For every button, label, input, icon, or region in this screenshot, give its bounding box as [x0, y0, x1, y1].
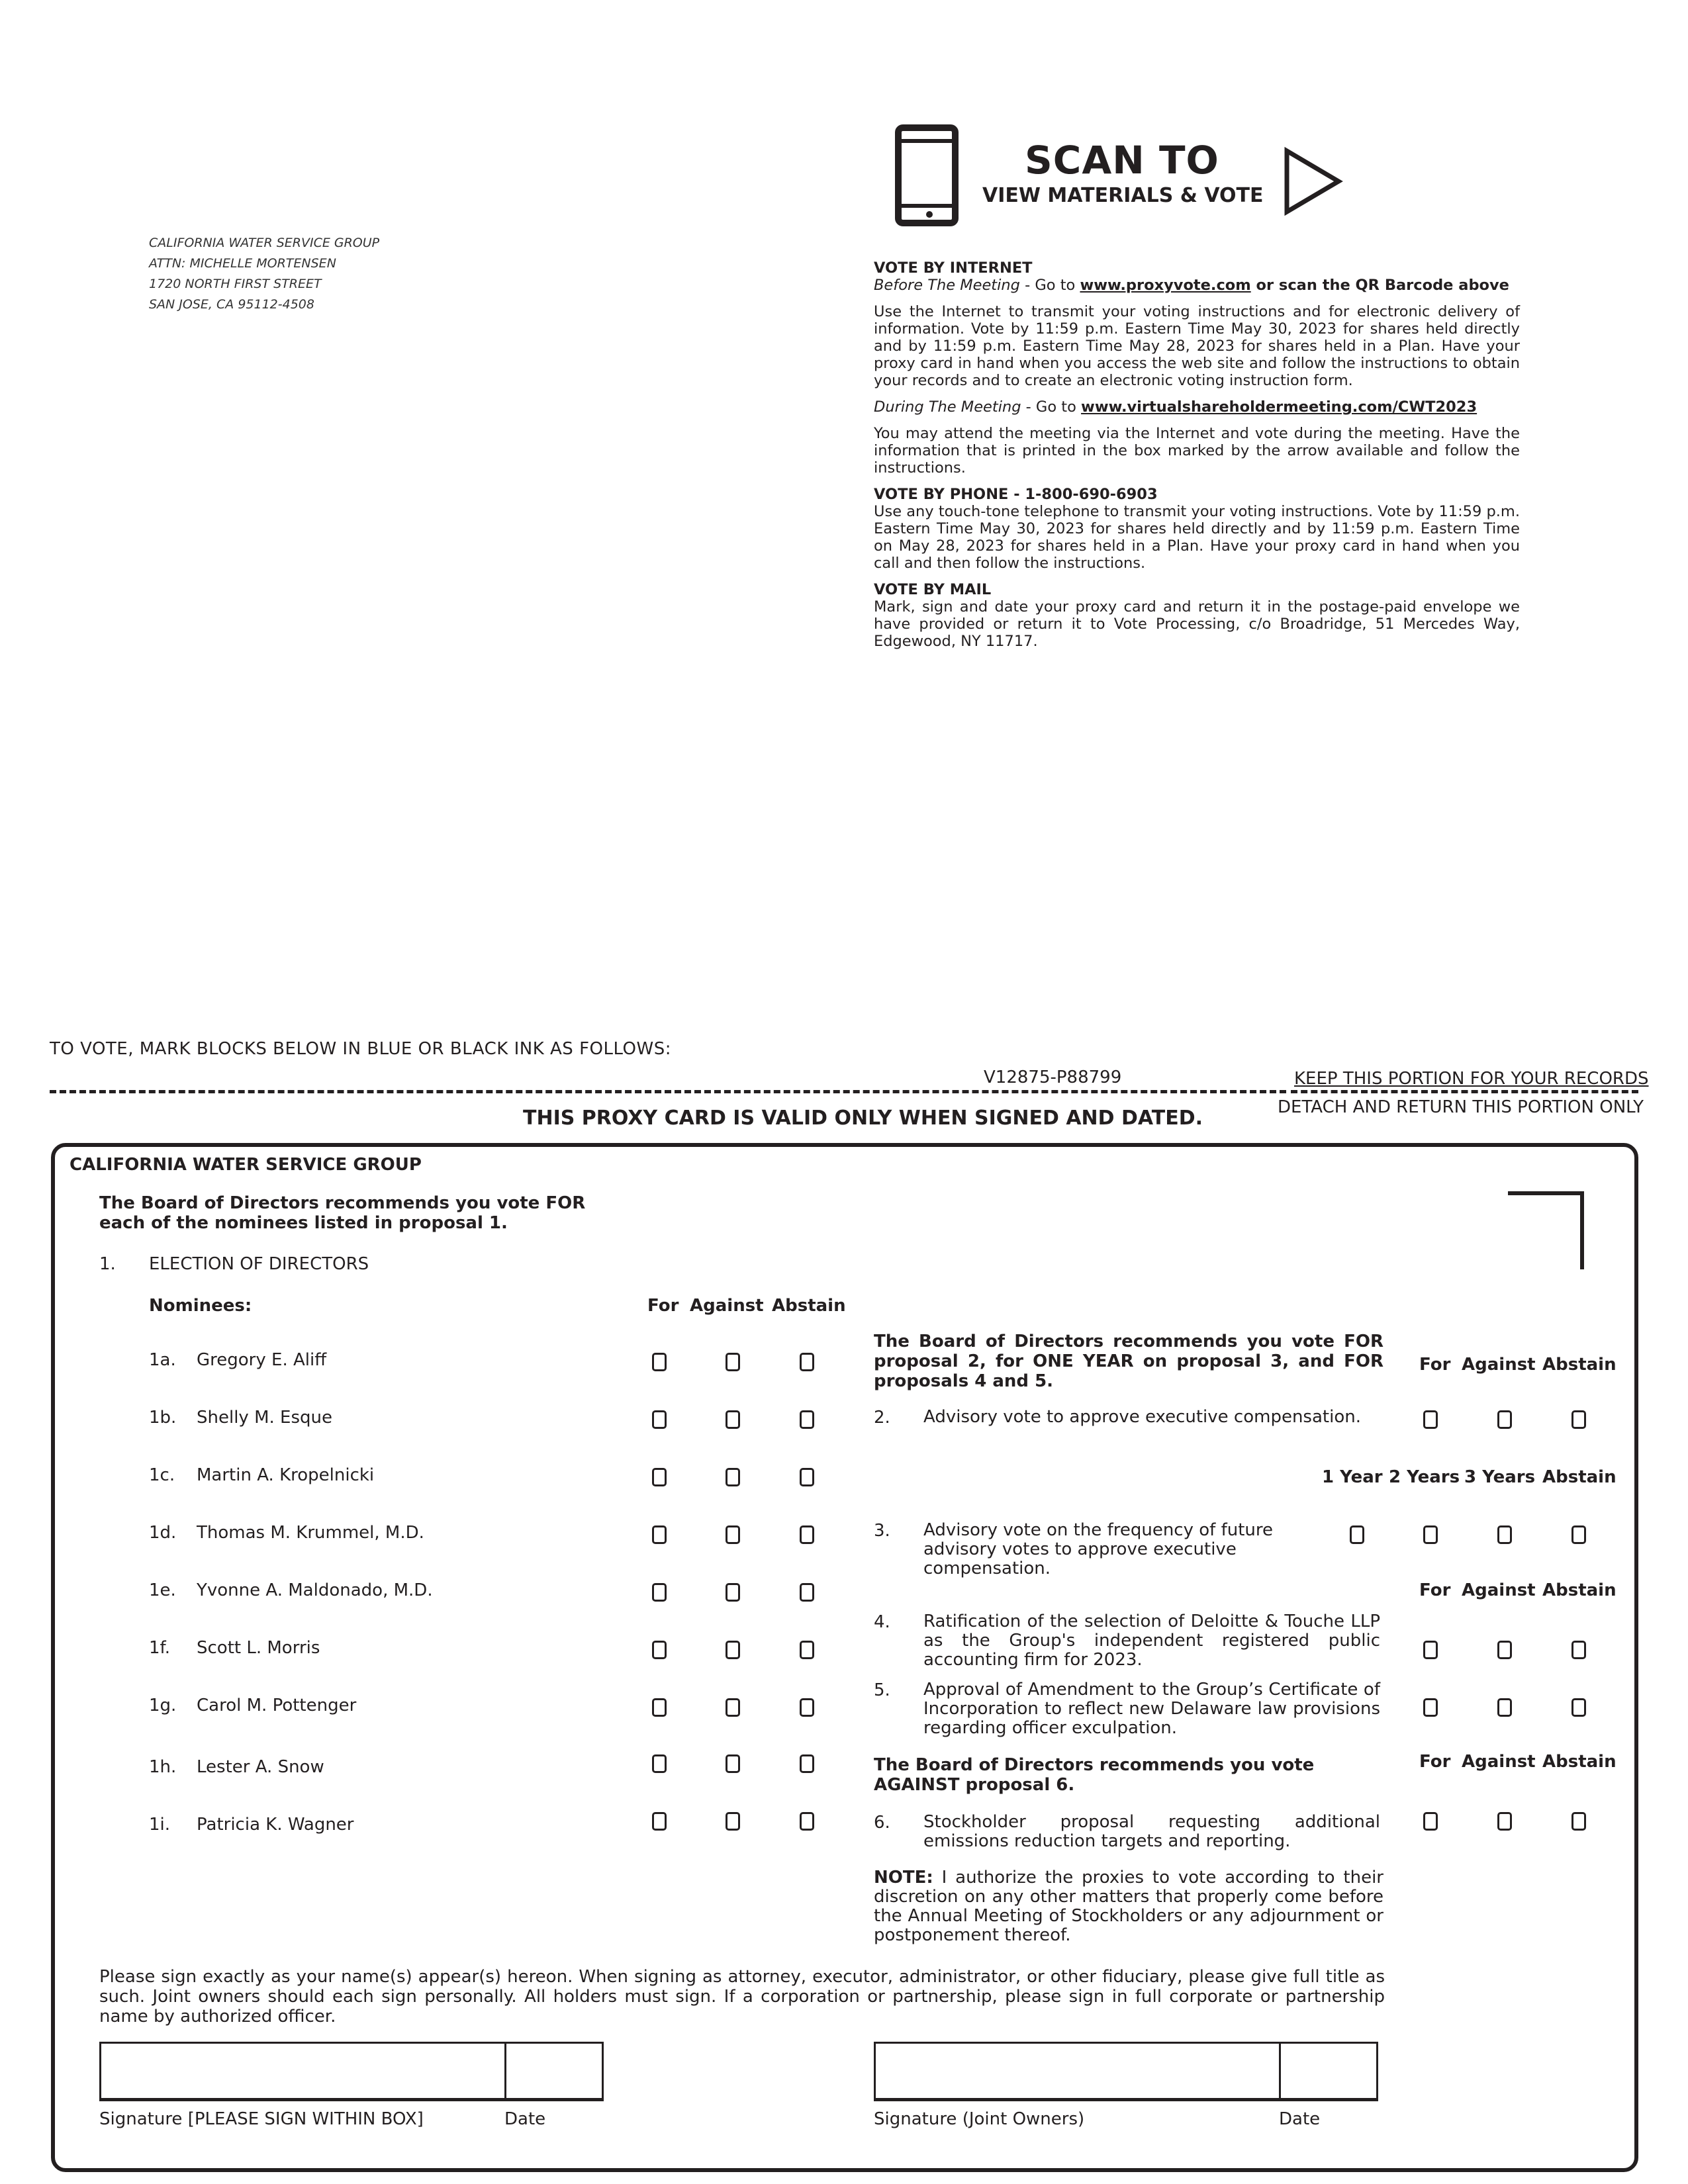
address-line: SAN JOSE, CA 95112-4508 — [149, 297, 314, 312]
nominee-id: 1g. — [149, 1696, 177, 1715]
signature-box[interactable] — [99, 2042, 604, 2101]
proposal-text: Advisory vote to approve executive compensation. — [923, 1407, 1361, 1427]
proposal-text: Stockholder proposal requesting additional emissions reduction targets and reporting. — [923, 1812, 1380, 1851]
nominee-1f-abstain-checkbox[interactable] — [800, 1641, 814, 1659]
col-against: Against — [1462, 1355, 1536, 1375]
nominee-1a-abstain-checkbox[interactable] — [800, 1353, 814, 1371]
note-text: I authorize the proxies to vote according to their discretion on any other matters that properly come before the Annual Meeting of Stockholders or any adjournment or postponement thereof. — [874, 1868, 1383, 1945]
col-2-years: 2 Years — [1389, 1467, 1460, 1487]
keep-portion-label: KEEP THIS PORTION FOR YOUR RECORDS — [1294, 1069, 1649, 1089]
proposal-2-abstain-checkbox[interactable] — [1571, 1410, 1586, 1429]
recommendation-6: The Board of Directors recommends you vote AGAINST proposal 6. — [874, 1755, 1315, 1795]
internet-instructions: Use the Internet to transmit your voting instructions and for electronic delivery of information. Vote by 11:59 p.m. Eastern Time May 30, 2023 for shares held directly and by 11:59 p.m. Eastern Time May 28, 2023 for shares held in a Plan. Have your proxy card in hand when you access the web site and follow the instructions to obtain your records and to create an electronic voting instruction form. — [874, 303, 1520, 389]
nominee-id: 1i. — [149, 1815, 171, 1835]
recommendation-2-5: The Board of Directors recommends you vote FOR proposal 2, for ONE YEAR on proposal 3, and FOR proposals 4 and 5. — [874, 1332, 1383, 1391]
address-line: CALIFORNIA WATER SERVICE GROUP — [149, 236, 380, 250]
nominee-1e-against-checkbox[interactable] — [726, 1583, 740, 1602]
col-for: For — [1419, 1752, 1451, 1772]
col-for: For — [647, 1296, 679, 1316]
detach-portion-label: DETACH AND RETURN THIS PORTION ONLY — [1278, 1097, 1644, 1117]
proposal-2-for-checkbox[interactable] — [1423, 1410, 1438, 1429]
nominee-1h-for-checkbox[interactable] — [652, 1754, 667, 1773]
detach-line-right — [1291, 1090, 1638, 1093]
proposal-2-against-checkbox[interactable] — [1497, 1410, 1512, 1429]
scan-title: SCAN TO — [1025, 138, 1219, 183]
proposal-3-1-year-checkbox[interactable] — [1350, 1525, 1364, 1544]
qr-text: or scan the QR Barcode above — [1250, 277, 1509, 294]
proposal-5-abstain-checkbox[interactable] — [1571, 1698, 1586, 1717]
during-meeting-label: During The Meeting — [874, 398, 1021, 416]
before-meeting-label: Before The Meeting — [874, 277, 1020, 294]
nominee-1d-for-checkbox[interactable] — [652, 1525, 667, 1544]
proposal-6-for-checkbox[interactable] — [1423, 1812, 1438, 1831]
nominee-name: Shelly M. Esque — [197, 1408, 332, 1428]
nominee-1f-for-checkbox[interactable] — [652, 1641, 667, 1659]
smartphone-icon — [895, 124, 959, 226]
nominee-id: 1a. — [149, 1350, 176, 1370]
col-abstain: Abstain — [1542, 1467, 1617, 1487]
nominee-1b-abstain-checkbox[interactable] — [800, 1410, 814, 1429]
proposal-5-against-checkbox[interactable] — [1497, 1698, 1512, 1717]
joint-signature-label: Signature (Joint Owners) — [874, 2109, 1085, 2129]
col-for: For — [1419, 1355, 1451, 1375]
col-3-years: 3 Years — [1464, 1467, 1536, 1487]
nominee-name: Patricia K. Wagner — [197, 1815, 354, 1835]
nominee-name: Carol M. Pottenger — [197, 1696, 357, 1715]
nominee-1d-abstain-checkbox[interactable] — [800, 1525, 814, 1544]
nominee-1i-for-checkbox[interactable] — [652, 1812, 667, 1831]
signature-date-divider — [504, 2043, 506, 2100]
proposal-3-2-years-checkbox[interactable] — [1423, 1525, 1438, 1544]
col-1-year: 1 Year — [1322, 1467, 1383, 1487]
proxyvote-link[interactable]: www.proxyvote.com — [1080, 277, 1251, 294]
col-against: Against — [1462, 1580, 1536, 1600]
nominee-1g-against-checkbox[interactable] — [726, 1698, 740, 1717]
control-code: V12875-P88799 — [980, 1068, 1125, 1087]
col-abstain: Abstain — [1542, 1580, 1617, 1600]
proposal-text: Ratification of the selection of Deloitte & Touche LLP as the Group's independent registered public accounting firm for 2023. — [923, 1612, 1380, 1670]
before-meeting-line — [874, 277, 1520, 294]
proposal-number: 2. — [874, 1408, 890, 1428]
nominee-id: 1b. — [149, 1408, 177, 1428]
scan-subtitle: VIEW MATERIALS & VOTE — [982, 184, 1264, 207]
valid-notice: THIS PROXY CARD IS VALID ONLY WHEN SIGNED AND DATED. — [523, 1107, 1203, 1130]
col-against: Against — [1462, 1752, 1536, 1772]
nominee-name: Thomas M. Krummel, M.D. — [197, 1523, 424, 1543]
note-label: NOTE: — [874, 1868, 933, 1888]
nominee-1i-against-checkbox[interactable] — [726, 1812, 740, 1831]
col-against: Against — [690, 1296, 764, 1316]
sign-instructions: Please sign exactly as your name(s) appear(s) hereon. When signing as attorney, executor, administrator, or other fiduciary, please give full title as such. Joint owners should each sign personally. All holders must sign. If a corporation or partnership, please sign in full corporate or partnership name by authorized officer. — [99, 1967, 1385, 2026]
proposal-5-for-checkbox[interactable] — [1423, 1698, 1438, 1717]
proposal-4-abstain-checkbox[interactable] — [1571, 1641, 1586, 1659]
nominee-1e-abstain-checkbox[interactable] — [800, 1583, 814, 1602]
nominee-1d-against-checkbox[interactable] — [726, 1525, 740, 1544]
internet-heading: VOTE BY INTERNET — [874, 259, 1033, 277]
proposal-number: 1. — [99, 1254, 116, 1274]
mail-heading: VOTE BY MAIL — [874, 581, 992, 598]
nominee-id: 1e. — [149, 1580, 176, 1600]
nominee-1b-for-checkbox[interactable] — [652, 1410, 667, 1429]
col-for: For — [1419, 1580, 1451, 1600]
to-vote-instruction: TO VOTE, MARK BLOCKS BELOW IN BLUE OR BLACK INK AS FOLLOWS: — [50, 1039, 671, 1059]
proposal-6-abstain-checkbox[interactable] — [1571, 1812, 1586, 1831]
proposal-text: Approval of Amendment to the Group’s Certificate of Incorporation to reflect new Delaware law provisions regarding officer exculpation. — [923, 1680, 1380, 1738]
signature-label: Signature [PLEASE SIGN WITHIN BOX] — [99, 2109, 424, 2129]
proposal-3-3-years-checkbox[interactable] — [1497, 1525, 1512, 1544]
nominee-1c-abstain-checkbox[interactable] — [800, 1468, 814, 1486]
date-label: Date — [504, 2109, 546, 2129]
nominee-1e-for-checkbox[interactable] — [652, 1583, 667, 1602]
virtual-meeting-link[interactable]: www.virtualshareholdermeeting.com/CWT2023 — [1081, 398, 1477, 416]
col-abstain: Abstain — [772, 1296, 846, 1316]
nominee-name: Gregory E. Aliff — [197, 1350, 327, 1370]
mail-instructions: Mark, sign and date your proxy card and return it in the postage-paid envelope we have provided or return it to Vote Processing, c/o Broadridge, 51 Mercedes Way, Edgewood, NY 11717. — [874, 598, 1520, 650]
nominee-1c-against-checkbox[interactable] — [726, 1468, 740, 1486]
goto-text: - Go to — [1021, 398, 1082, 416]
nominee-1h-abstain-checkbox[interactable] — [800, 1754, 814, 1773]
proposal-number: 5. — [874, 1680, 890, 1700]
nominee-1a-for-checkbox[interactable] — [652, 1353, 667, 1371]
proposal-number: 6. — [874, 1813, 890, 1833]
nominee-1g-for-checkbox[interactable] — [652, 1698, 667, 1717]
col-abstain: Abstain — [1542, 1355, 1617, 1375]
proposal-6-against-checkbox[interactable] — [1497, 1812, 1512, 1831]
address-line: ATTN: MICHELLE MORTENSEN — [149, 256, 336, 271]
during-meeting-instructions: You may attend the meeting via the Internet and vote during the meeting. Have the information that is printed in the box marked by the arrow available and follow the instructions. — [874, 425, 1520, 477]
address-line: 1720 NORTH FIRST STREET — [149, 277, 322, 291]
col-abstain: Abstain — [1542, 1752, 1617, 1772]
nominee-name: Scott L. Morris — [197, 1638, 320, 1658]
proposal-4-for-checkbox[interactable] — [1423, 1641, 1438, 1659]
nominee-name: Lester A. Snow — [197, 1757, 324, 1777]
recommendation-1: The Board of Directors recommends you vote FOR each of the nominees listed in proposal 1. — [99, 1193, 586, 1233]
company-name: CALIFORNIA WATER SERVICE GROUP — [70, 1155, 422, 1175]
nominee-1g-abstain-checkbox[interactable] — [800, 1698, 814, 1717]
detach-line — [50, 1090, 1286, 1093]
play-arrow-icon — [1283, 147, 1344, 216]
corner-mark — [1508, 1191, 1584, 1269]
joint-signature-box[interactable] — [874, 2042, 1378, 2101]
nominee-name: Yvonne A. Maldonado, M.D. — [197, 1580, 433, 1600]
nominees-label: Nominees: — [149, 1296, 252, 1316]
date-label: Date — [1279, 2109, 1321, 2129]
nominee-1b-against-checkbox[interactable] — [726, 1410, 740, 1429]
nominee-1f-against-checkbox[interactable] — [726, 1641, 740, 1659]
election-label: ELECTION OF DIRECTORS — [149, 1254, 369, 1274]
nominee-1h-against-checkbox[interactable] — [726, 1754, 740, 1773]
during-meeting-line — [874, 398, 1520, 416]
vote-instructions — [874, 259, 1520, 659]
nominee-1a-against-checkbox[interactable] — [726, 1353, 740, 1371]
nominee-id: 1d. — [149, 1523, 177, 1543]
nominee-name: Martin A. Kropelnicki — [197, 1465, 375, 1485]
note-paragraph — [874, 1868, 1383, 1945]
nominee-1c-for-checkbox[interactable] — [652, 1468, 667, 1486]
proposal-4-against-checkbox[interactable] — [1497, 1641, 1512, 1659]
joint-signature-date-divider — [1279, 2043, 1281, 2100]
nominee-id: 1h. — [149, 1757, 177, 1777]
goto-text: - Go to — [1019, 277, 1080, 294]
nominee-id: 1c. — [149, 1465, 175, 1485]
phone-heading: VOTE BY PHONE - 1-800-690-6903 — [874, 486, 1158, 503]
nominee-id: 1f. — [149, 1638, 171, 1658]
proposal-number: 3. — [874, 1521, 890, 1541]
phone-instructions: Use any touch-tone telephone to transmit your voting instructions. Vote by 11:59 p.m. Eastern Time May 30, 2023 for shares held directly and by 11:59 p.m. Eastern Time on May 28, 2023 for shares held in a Plan. Have your proxy card in hand when you call and then follow the instructions. — [874, 503, 1520, 572]
nominee-1i-abstain-checkbox[interactable] — [800, 1812, 814, 1831]
proposal-number: 4. — [874, 1612, 890, 1632]
proposal-text: Advisory vote on the frequency of future advisory votes to approve executive compensation. — [923, 1520, 1273, 1578]
return-address — [149, 233, 379, 315]
proposal-3-abstain-checkbox[interactable] — [1571, 1525, 1586, 1544]
